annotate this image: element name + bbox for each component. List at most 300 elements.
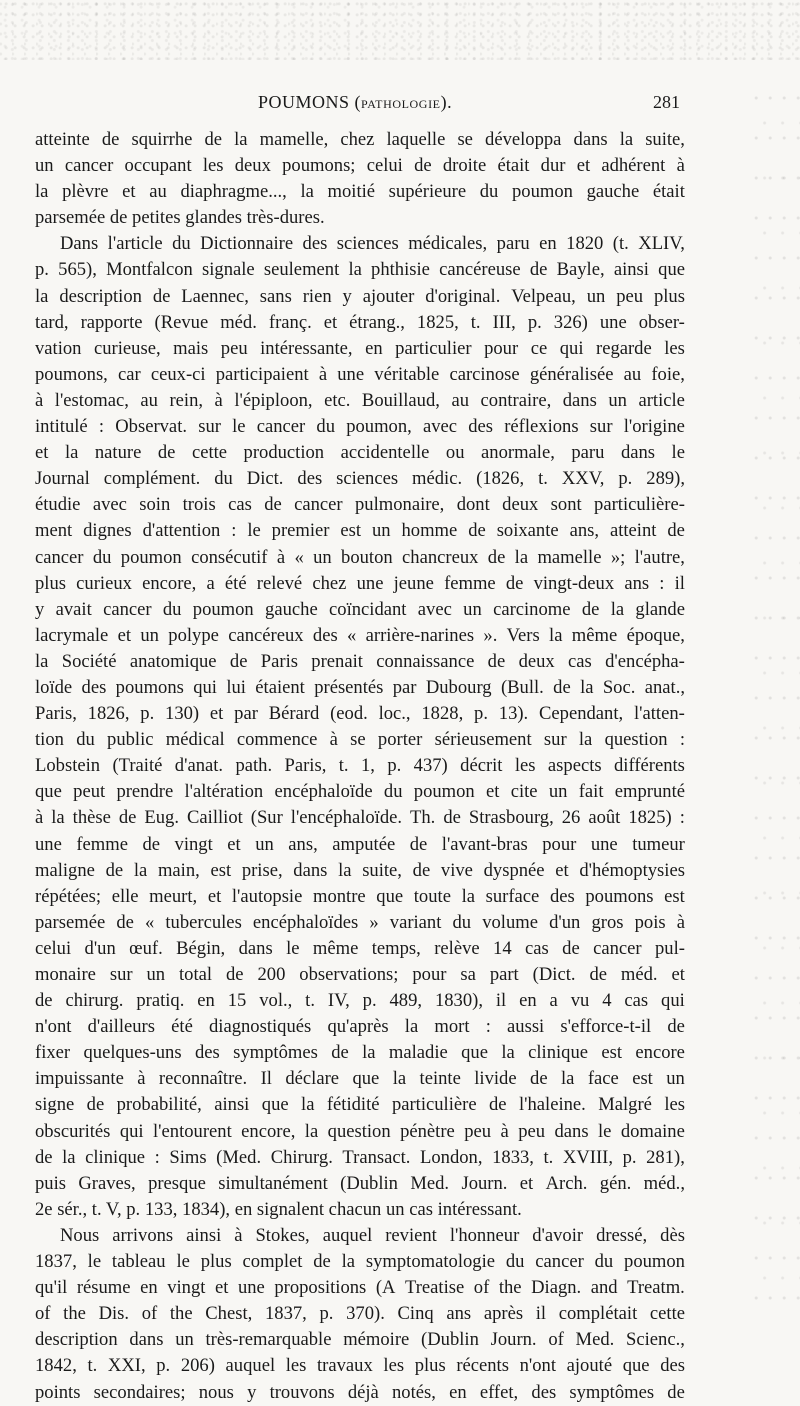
word: sur	[589, 416, 613, 438]
word: étrang.,	[349, 311, 405, 333]
word: des	[312, 624, 338, 646]
word: p.	[622, 1146, 637, 1168]
word: (Dublin	[340, 1172, 398, 1194]
word: 1837,	[35, 1251, 77, 1273]
word: les	[202, 155, 224, 177]
word: gauche	[586, 181, 640, 203]
word: véritable	[374, 363, 440, 385]
word: contraire,	[480, 389, 552, 411]
word: est	[632, 1068, 653, 1090]
running-head-end: ).	[440, 92, 453, 112]
word: d'avoir	[532, 1224, 584, 1246]
word: répétées;	[35, 885, 102, 907]
text-line	[35, 988, 685, 1014]
word: du	[316, 416, 336, 438]
word: à	[137, 1068, 146, 1090]
text-line	[35, 1014, 685, 1040]
word: atteinte	[35, 129, 90, 150]
word: poumon	[413, 781, 475, 803]
word: symptomatologie	[365, 1251, 496, 1273]
word: vive	[440, 859, 473, 881]
word: sa	[460, 964, 476, 985]
word: 326)	[553, 311, 588, 333]
word: surface	[485, 885, 540, 907]
word: de	[487, 650, 506, 672]
text-line	[35, 179, 685, 205]
word: que	[352, 1068, 380, 1090]
word: intéressante,	[260, 337, 353, 359]
word: particulière	[391, 1094, 477, 1116]
text-line	[35, 492, 685, 518]
text-line	[35, 231, 685, 257]
word: un	[146, 964, 166, 985]
word: :	[154, 1146, 160, 1168]
word: rapporte	[80, 311, 143, 333]
word: Soc.	[602, 676, 636, 698]
word: anatomique	[129, 650, 217, 672]
word: tard,	[35, 311, 69, 333]
word: l'épiploon,	[234, 389, 313, 411]
word: propositions	[274, 1277, 367, 1299]
word: p.	[362, 990, 377, 1012]
word: moitié	[327, 181, 376, 203]
word: :	[231, 520, 237, 542]
text-line	[35, 779, 685, 805]
text-line	[35, 1040, 685, 1066]
word: y	[35, 598, 45, 620]
word: squirrhe	[131, 129, 193, 150]
word: part	[489, 964, 519, 985]
word: a	[549, 990, 558, 1012]
word: de	[505, 572, 524, 594]
word: plus	[35, 572, 66, 594]
word: intitulé	[35, 416, 88, 438]
word: de	[152, 285, 171, 307]
word: atteint	[609, 520, 657, 542]
word: la	[514, 546, 529, 568]
word: une	[237, 1277, 265, 1299]
text-line	[35, 1223, 685, 1249]
word: en	[539, 233, 557, 255]
word: que	[261, 1094, 289, 1116]
word: la	[51, 807, 65, 829]
text-line	[35, 910, 685, 936]
word: chez	[312, 572, 347, 594]
word: tableau	[111, 1251, 166, 1273]
word: p.	[618, 468, 633, 490]
word: arrivons	[112, 1224, 174, 1246]
word: médicales,	[408, 233, 488, 255]
word: de	[529, 259, 548, 281]
word: des	[468, 416, 494, 438]
word: cette	[649, 1303, 685, 1325]
word: n'ont	[519, 1355, 557, 1377]
word: porter	[377, 729, 423, 751]
word: le	[247, 520, 261, 542]
word: suite,	[362, 859, 402, 881]
word: encore,	[241, 1120, 296, 1142]
word: path.	[235, 755, 273, 777]
word: (Sur	[250, 807, 283, 829]
word: d'un	[84, 937, 116, 959]
text-line	[35, 884, 685, 910]
word: au	[623, 363, 642, 385]
word: et	[323, 311, 338, 333]
word: de	[443, 807, 461, 829]
word: cas	[228, 494, 252, 516]
word: connaissance	[376, 650, 475, 672]
word: XVIII,	[562, 1146, 614, 1168]
word: des	[531, 1381, 557, 1403]
word: dans	[573, 129, 608, 150]
text-line: parsemée de petites glandes très-dures.	[35, 207, 325, 229]
word: amputée	[332, 833, 396, 855]
word: encéphaloïdes	[252, 911, 359, 933]
word: :	[98, 416, 105, 438]
text-line	[35, 962, 685, 988]
word: en	[365, 337, 383, 359]
word: l'haleine.	[518, 1094, 586, 1116]
word: Paris,	[35, 703, 77, 725]
word: ou	[445, 442, 465, 464]
word: :	[679, 807, 685, 829]
word: total	[179, 964, 213, 985]
word: l'article	[107, 233, 163, 255]
word: 1826,	[87, 703, 130, 725]
word: mais	[173, 337, 209, 359]
text-line	[35, 805, 685, 831]
word: un	[463, 598, 482, 620]
word: est	[210, 859, 232, 881]
page-number: 281	[653, 92, 680, 112]
word: de	[157, 442, 176, 464]
word: p.	[527, 311, 542, 333]
text-line	[35, 649, 685, 675]
word: à	[318, 363, 328, 385]
text-line	[35, 701, 685, 727]
word: IV,	[327, 990, 350, 1012]
word: et	[117, 624, 132, 646]
text-line	[35, 336, 685, 362]
word: plus	[414, 1355, 446, 1377]
word: soin	[139, 494, 171, 516]
word: Scienc.,	[626, 1329, 685, 1351]
word: était	[652, 181, 685, 203]
word: sur	[109, 964, 133, 985]
word: y	[247, 1381, 257, 1403]
word: et	[555, 859, 569, 881]
word: Arch.	[545, 1172, 588, 1194]
word: montre	[312, 885, 366, 907]
word: se	[457, 129, 473, 150]
word: vingt	[167, 1277, 206, 1299]
word: accidentelle	[340, 442, 430, 464]
word: différents	[614, 755, 685, 777]
word: trouvons	[269, 1381, 335, 1403]
word: qu'il	[35, 1277, 68, 1299]
word: poumon	[120, 546, 182, 568]
word: du	[452, 911, 472, 933]
word: lacrymale	[35, 624, 109, 646]
word: la	[348, 259, 362, 281]
word: était	[497, 155, 530, 177]
word: tion	[35, 729, 64, 751]
word: 1820	[566, 233, 604, 255]
word: Velpeau,	[511, 285, 576, 307]
word: un	[255, 833, 274, 855]
word: suite,	[645, 129, 685, 150]
word: emprunté	[614, 781, 685, 803]
word: description	[59, 285, 142, 307]
word: Diagn.	[531, 1277, 582, 1299]
word: aussi	[507, 1016, 545, 1038]
word: et	[214, 1277, 229, 1299]
word: peu	[464, 1120, 492, 1142]
word: un	[586, 285, 606, 307]
running-head-main: POUMONS (	[258, 92, 362, 112]
word: cancer	[593, 937, 642, 959]
word: supérieure	[388, 181, 467, 203]
word: l'autre,	[634, 546, 685, 568]
word: public	[107, 729, 154, 751]
word: le	[286, 937, 300, 959]
word: travaux	[317, 1355, 373, 1377]
word: d'anat.	[174, 755, 224, 777]
word: le	[87, 1251, 102, 1273]
word: un	[548, 781, 568, 803]
word: points	[35, 1381, 81, 1403]
word: encéphaloïde	[274, 781, 373, 803]
text-line	[35, 936, 685, 962]
word: que	[35, 781, 62, 803]
word: peut	[73, 781, 106, 803]
word: la	[304, 1120, 319, 1142]
word: pulmonaire,	[355, 494, 445, 516]
scan-top-speckle	[0, 0, 800, 60]
word: Paris	[260, 650, 298, 672]
word: Journ.	[490, 1329, 537, 1351]
word: production	[243, 442, 325, 464]
word: car	[118, 363, 141, 385]
word: à	[676, 155, 685, 177]
word: dans	[293, 859, 328, 881]
word: t.	[538, 468, 548, 490]
word: 1837,	[264, 1303, 307, 1325]
word: meurt,	[149, 885, 198, 907]
word: 565),	[58, 259, 97, 281]
word: un	[140, 624, 159, 646]
word: ainsi	[214, 1094, 250, 1116]
word: de	[667, 1016, 685, 1038]
text-line	[35, 284, 685, 310]
word: été	[171, 1016, 193, 1038]
word: Laennec,	[181, 285, 249, 307]
word: du	[594, 1251, 614, 1273]
word: p.	[474, 703, 488, 725]
word: de	[409, 833, 428, 855]
word: cette	[191, 442, 228, 464]
word: gauche	[265, 598, 318, 620]
word: l'autopsie	[231, 885, 303, 907]
word: domaine	[620, 1120, 685, 1142]
word: les	[383, 1355, 405, 1377]
word: :	[485, 1016, 491, 1038]
word: :	[659, 572, 665, 594]
word: chirurg.	[65, 990, 124, 1012]
word: dur	[540, 155, 566, 177]
word: la	[133, 859, 148, 881]
word: qui	[661, 990, 685, 1012]
word: sans	[259, 285, 292, 307]
word: curieux	[76, 572, 132, 594]
word: un	[371, 520, 391, 542]
word: médic.	[412, 468, 463, 490]
word: 26	[561, 807, 581, 829]
word: Montfalcon	[106, 259, 193, 281]
word: qui	[119, 1120, 144, 1142]
word: (Bull.	[500, 676, 544, 698]
word: qu'après	[327, 1016, 389, 1038]
text-line	[35, 1327, 685, 1353]
word: des	[549, 885, 575, 907]
word: août	[588, 807, 621, 829]
word: et	[671, 964, 685, 985]
word: Chest,	[205, 1303, 253, 1325]
word: et	[486, 781, 500, 803]
word: réflexions	[504, 416, 579, 438]
word: prendre	[116, 781, 174, 803]
word: Th.	[410, 807, 436, 829]
word: chez	[340, 129, 375, 150]
word: de	[414, 155, 432, 177]
word: du	[162, 598, 182, 620]
word: la	[561, 1068, 575, 1090]
word: t.	[87, 1355, 98, 1377]
word: peu	[616, 285, 644, 307]
word: Paris,	[284, 755, 327, 777]
word: poumons;	[282, 155, 356, 177]
word: poumon,	[346, 416, 412, 438]
word: cancer	[535, 1251, 584, 1273]
word: (A	[375, 1277, 396, 1299]
word: la	[62, 1146, 76, 1168]
word: avec	[92, 494, 127, 516]
word: un	[608, 389, 627, 411]
word: le	[597, 1120, 612, 1142]
word: vation	[35, 337, 82, 359]
word: Bégin,	[176, 937, 226, 959]
word: of	[141, 1303, 158, 1325]
word: temps,	[371, 937, 421, 959]
word: auquel	[225, 1355, 276, 1377]
word: puis	[35, 1172, 66, 1194]
word: au	[140, 389, 158, 411]
text-line	[35, 518, 685, 544]
word: du	[505, 1251, 525, 1273]
word: des	[660, 1355, 685, 1377]
word: (t.	[612, 233, 629, 255]
word: l'origine	[623, 416, 685, 438]
word: de	[204, 129, 223, 150]
word: mémoire	[343, 1329, 410, 1351]
word: carcinome	[493, 598, 571, 620]
word: Dubourg	[425, 676, 492, 698]
word: p.	[35, 259, 49, 281]
word: à	[234, 1224, 243, 1246]
word: jeune	[393, 572, 434, 594]
word: a	[206, 572, 215, 594]
word: foie,	[651, 363, 685, 385]
word: la	[35, 650, 49, 672]
word: signe	[35, 1094, 75, 1116]
word: Sims	[169, 1146, 207, 1168]
text-line	[35, 440, 685, 466]
word: Nous	[60, 1224, 100, 1246]
word: 1,	[360, 755, 375, 777]
word: qui	[559, 337, 584, 359]
word: du	[383, 781, 403, 803]
word: de	[489, 1094, 507, 1116]
word: variant	[389, 911, 442, 933]
text-line: 2e sér., t. V, p. 133, 1834), en signalent chacun un cas intéressant.	[35, 1198, 522, 1220]
word: article	[638, 389, 685, 411]
word: de	[226, 964, 244, 985]
text-line	[35, 597, 685, 623]
text-line	[35, 1301, 685, 1327]
word: pénètre	[400, 1120, 455, 1142]
word: cancer	[103, 598, 152, 620]
word: dans	[620, 442, 656, 464]
word: p.	[319, 1303, 334, 1325]
word: une	[599, 311, 627, 333]
word: à	[500, 1120, 509, 1142]
word: relevé	[256, 572, 303, 594]
word: à	[276, 546, 286, 568]
word: p.	[387, 755, 402, 777]
word: poumon	[511, 181, 573, 203]
word: d'encépha-	[605, 650, 685, 672]
word: probabilité,	[116, 1094, 202, 1116]
word: chancreux	[402, 546, 479, 568]
word: 15	[227, 990, 247, 1012]
word: la	[300, 181, 314, 203]
word: un	[313, 546, 332, 568]
word: gén.	[599, 1172, 632, 1194]
word: ainsi	[613, 259, 649, 281]
word: 437)	[413, 755, 448, 777]
word: premier	[271, 520, 330, 542]
word: rien	[302, 285, 332, 307]
word: dans	[238, 937, 273, 959]
word: peu	[220, 337, 248, 359]
word: une	[356, 572, 384, 594]
word: encore,	[142, 572, 197, 594]
word: :	[679, 729, 685, 751]
word: la	[234, 129, 248, 150]
word: Transact.	[342, 1146, 411, 1168]
word: «	[294, 546, 304, 568]
word: 13).	[498, 703, 529, 725]
word: trois	[182, 494, 216, 516]
word: XXI,	[107, 1355, 146, 1377]
word: pour	[412, 964, 447, 985]
word: main,	[157, 859, 200, 881]
text-line	[35, 257, 685, 283]
word: ajouter	[362, 285, 415, 307]
word: Bouillaud,	[361, 389, 440, 411]
word: London,	[420, 1146, 483, 1168]
word: cancer	[35, 546, 84, 568]
